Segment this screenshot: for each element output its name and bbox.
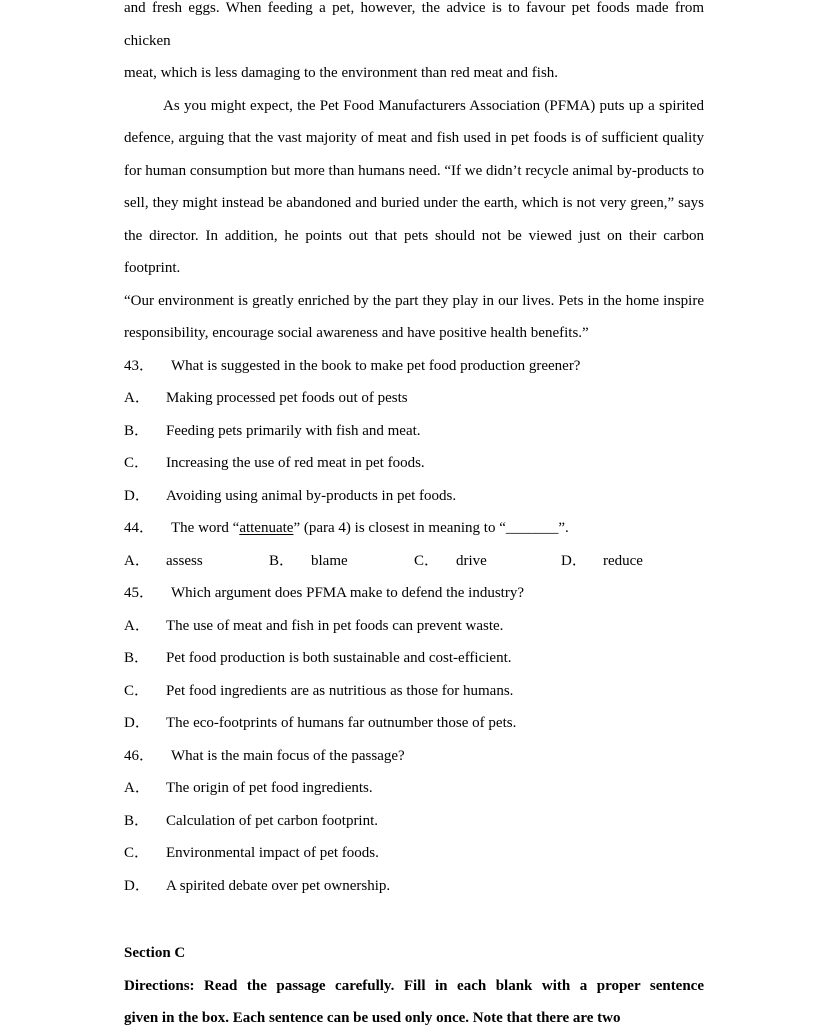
passage-line: “Our environment is greatly enriched by the part they play in our lives. Pets in the home inspire	[124, 292, 704, 309]
question-44-option-d	[561, 545, 704, 578]
question-45-option-d	[124, 707, 704, 740]
option-text: Pet food ingredients are as nutritious as those for humans.	[166, 682, 514, 699]
option-label: B．	[124, 812, 150, 829]
passage-line: As you might expect, the Pet Food Manufacturers Association (PFMA) puts up a spirited	[163, 97, 704, 114]
question-44-option-b	[269, 545, 414, 578]
question-43-option-b	[124, 415, 704, 448]
option-text: Avoiding using animal by-products in pet foods.	[166, 487, 457, 504]
option-text: assess	[166, 552, 203, 569]
section-c-heading: Section C	[124, 945, 186, 961]
option-label: C．	[124, 682, 150, 699]
option-text: Pet food production is both sustainable and cost-efficient.	[166, 650, 512, 666]
directions-line: given in the box. Each sentence can be used only once. Note that there are two	[124, 1010, 621, 1026]
option-text: A spirited debate over pet ownership.	[166, 877, 391, 894]
option-label: B．	[124, 422, 150, 439]
option-label: D．	[124, 715, 150, 731]
question-43-option-d	[124, 480, 704, 513]
directions-line: Directions: Read the passage carefully. Fill in each blank with a proper sentence	[124, 977, 704, 994]
question-44	[124, 512, 704, 545]
question-text-prefix: The word “	[171, 520, 240, 536]
question-number: 45．	[124, 585, 155, 601]
question-number: 46．	[124, 747, 155, 764]
question-text-suffix: ”.	[558, 520, 569, 536]
option-text: Increasing the use of red meat in pet foods.	[166, 455, 425, 471]
option-label: D．	[124, 877, 150, 894]
passage-line: the director. In addition, he points out that pets should not be viewed just on their carbon footprint.	[124, 227, 704, 276]
option-text: reduce	[603, 552, 643, 569]
question-45-option-b	[124, 642, 704, 675]
option-label: A．	[124, 617, 150, 634]
option-text: The eco-footprints of humans far outnumber those of pets.	[166, 715, 517, 731]
passage-line: responsibility, encourage social awareness and have positive health benefits.”	[124, 325, 589, 341]
question-text: Which argument does PFMA make to defend the industry?	[171, 585, 524, 601]
question-44-options-row	[124, 545, 704, 578]
option-text: The origin of pet food ingredients.	[166, 780, 373, 796]
question-text: What is the main focus of the passage?	[171, 747, 405, 764]
question-text-middle: ” (para 4) is closest in meaning to “	[293, 520, 506, 536]
question-46-option-c	[124, 837, 704, 870]
question-44-option-a	[124, 545, 269, 578]
option-label: B．	[124, 650, 150, 666]
passage-line: for human consumption but more than humans need. “If we didn’t recycle animal by-products to	[124, 162, 704, 179]
option-label: C．	[124, 845, 150, 861]
option-label: A．	[124, 780, 150, 796]
question-45-option-a	[124, 610, 704, 643]
question-text	[171, 520, 569, 536]
question-45	[124, 577, 704, 610]
option-label: C．	[414, 552, 440, 569]
question-46-option-a	[124, 772, 704, 805]
question-46	[124, 740, 704, 773]
option-text: blame	[311, 552, 348, 569]
section-gap	[124, 902, 704, 937]
question-46-option-d	[124, 870, 704, 903]
question-44-option-c	[414, 545, 561, 578]
option-label: C．	[124, 455, 150, 471]
question-43-option-a	[124, 382, 704, 415]
option-text: The use of meat and fish in pet foods can prevent waste.	[166, 617, 504, 634]
question-43-option-c	[124, 447, 704, 480]
answer-blank: _______	[505, 520, 559, 536]
question-text: What is suggested in the book to make pet food production greener?	[171, 357, 581, 374]
option-label: D．	[561, 552, 587, 569]
option-text: Calculation of pet carbon footprint.	[166, 812, 379, 829]
option-label: D．	[124, 487, 150, 504]
question-46-option-b	[124, 805, 704, 838]
question-45-option-c	[124, 675, 704, 708]
option-label: A．	[124, 390, 150, 406]
option-label: B．	[269, 552, 295, 569]
underlined-word: attenuate	[239, 520, 294, 536]
question-43	[124, 350, 704, 383]
exam-document-page	[124, 0, 704, 1035]
option-text: Feeding pets primarily with fish and meat.	[166, 422, 421, 439]
option-label: A．	[124, 552, 150, 569]
passage-line: defence, arguing that the vast majority of meat and fish used in pet foods is of sufficient quality	[124, 130, 704, 146]
question-number: 43．	[124, 357, 155, 374]
passage-line: sell, they might instead be abandoned and buried under the earth, which is not very green,” says	[124, 195, 704, 211]
passage-line: and fresh eggs. When feeding a pet, however, the advice is to favour pet foods made from chicken	[124, 0, 704, 49]
option-text: drive	[456, 552, 487, 569]
option-text: Environmental impact of pet foods.	[166, 845, 379, 861]
option-text: Making processed pet foods out of pests	[166, 390, 408, 406]
question-number: 44．	[124, 520, 155, 536]
passage-line: meat, which is less damaging to the environment than red meat and fish.	[124, 65, 559, 81]
